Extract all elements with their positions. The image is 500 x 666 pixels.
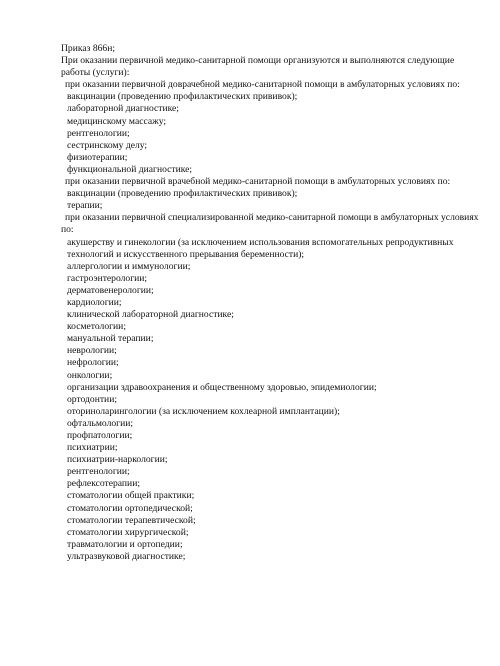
list-item: рентгенологии; [67,466,130,478]
list-item: вакцинации (проведению профилактических прививок); [67,188,298,200]
list-item: мануальной терапии; [67,333,154,345]
section-heading: при оказании первичной врачебной медико-санитарной помощи в амбулаторных условиях по: [65,176,451,188]
document-body [61,43,481,563]
list-item: травматологии и ортопедии; [67,538,183,550]
list-item: психиатрии-наркологии; [67,454,168,466]
list-item: косметологии; [67,321,126,333]
section-heading: при оказании первичной специализированной медико-санитарной помощи в амбулаторных условиях по: [61,212,479,236]
list-item: ортодонтии; [67,393,117,405]
list-item: оториноларингологии (за исключением кохлеарной имплантации); [67,405,340,417]
document-title: Приказ 866н; [61,43,116,54]
document-intro: При оказании первичной медико-санитарной помощи организуются и выполняются следующие работы (услуги): [61,55,455,79]
list-item: рентгенологии; [67,127,130,139]
list-item: сестринскому делу; [67,139,148,151]
list-item: организации здравоохранения и общественному здоровью, эпидемиологии; [67,381,377,393]
list-item: психиатрии; [67,442,118,454]
list-item: ультразвуковой диагностике; [67,550,186,562]
list-item: профпатологии; [67,430,133,441]
list-item: онкологии; [67,369,113,381]
list-item: лабораторной диагностике; [67,103,179,115]
list-item: нефрологии; [67,357,119,369]
list-item: дерматовенерологии; [67,284,154,296]
list-item: стоматологии хирургической; [67,526,189,538]
list-item: неврологии; [67,345,117,357]
list-item: офтальмологии; [67,417,134,429]
section-heading: при оказании первичной доврачебной медико-санитарной помощи в амбулаторных условиях по: [65,79,460,91]
list-item: функциональной диагностике; [67,163,193,175]
list-item: кардиологии; [67,296,122,308]
list-item: стоматологии общей практики; [67,490,195,502]
list-item: клинической лабораторной диагностике; [67,309,234,321]
list-item: терапии; [67,200,103,212]
list-item: аллергологии и иммунологии; [67,260,191,272]
list-item: стоматологии ортопедической; [67,502,193,514]
list-item: физиотерапии; [67,151,128,163]
list-item: вакцинации (проведению профилактических прививок); [67,91,298,103]
list-item: акушерству и гинекологии (за исключением использования вспомогательных репродуктивных технологий и искусственного прерывания беременности); [67,236,454,260]
list-item: стоматологии терапевтической; [67,514,196,526]
list-item: рефлексотерапии; [67,478,140,490]
list-item: медицинскому массажу; [67,115,167,127]
list-item: гастроэнтерологии; [67,272,148,284]
